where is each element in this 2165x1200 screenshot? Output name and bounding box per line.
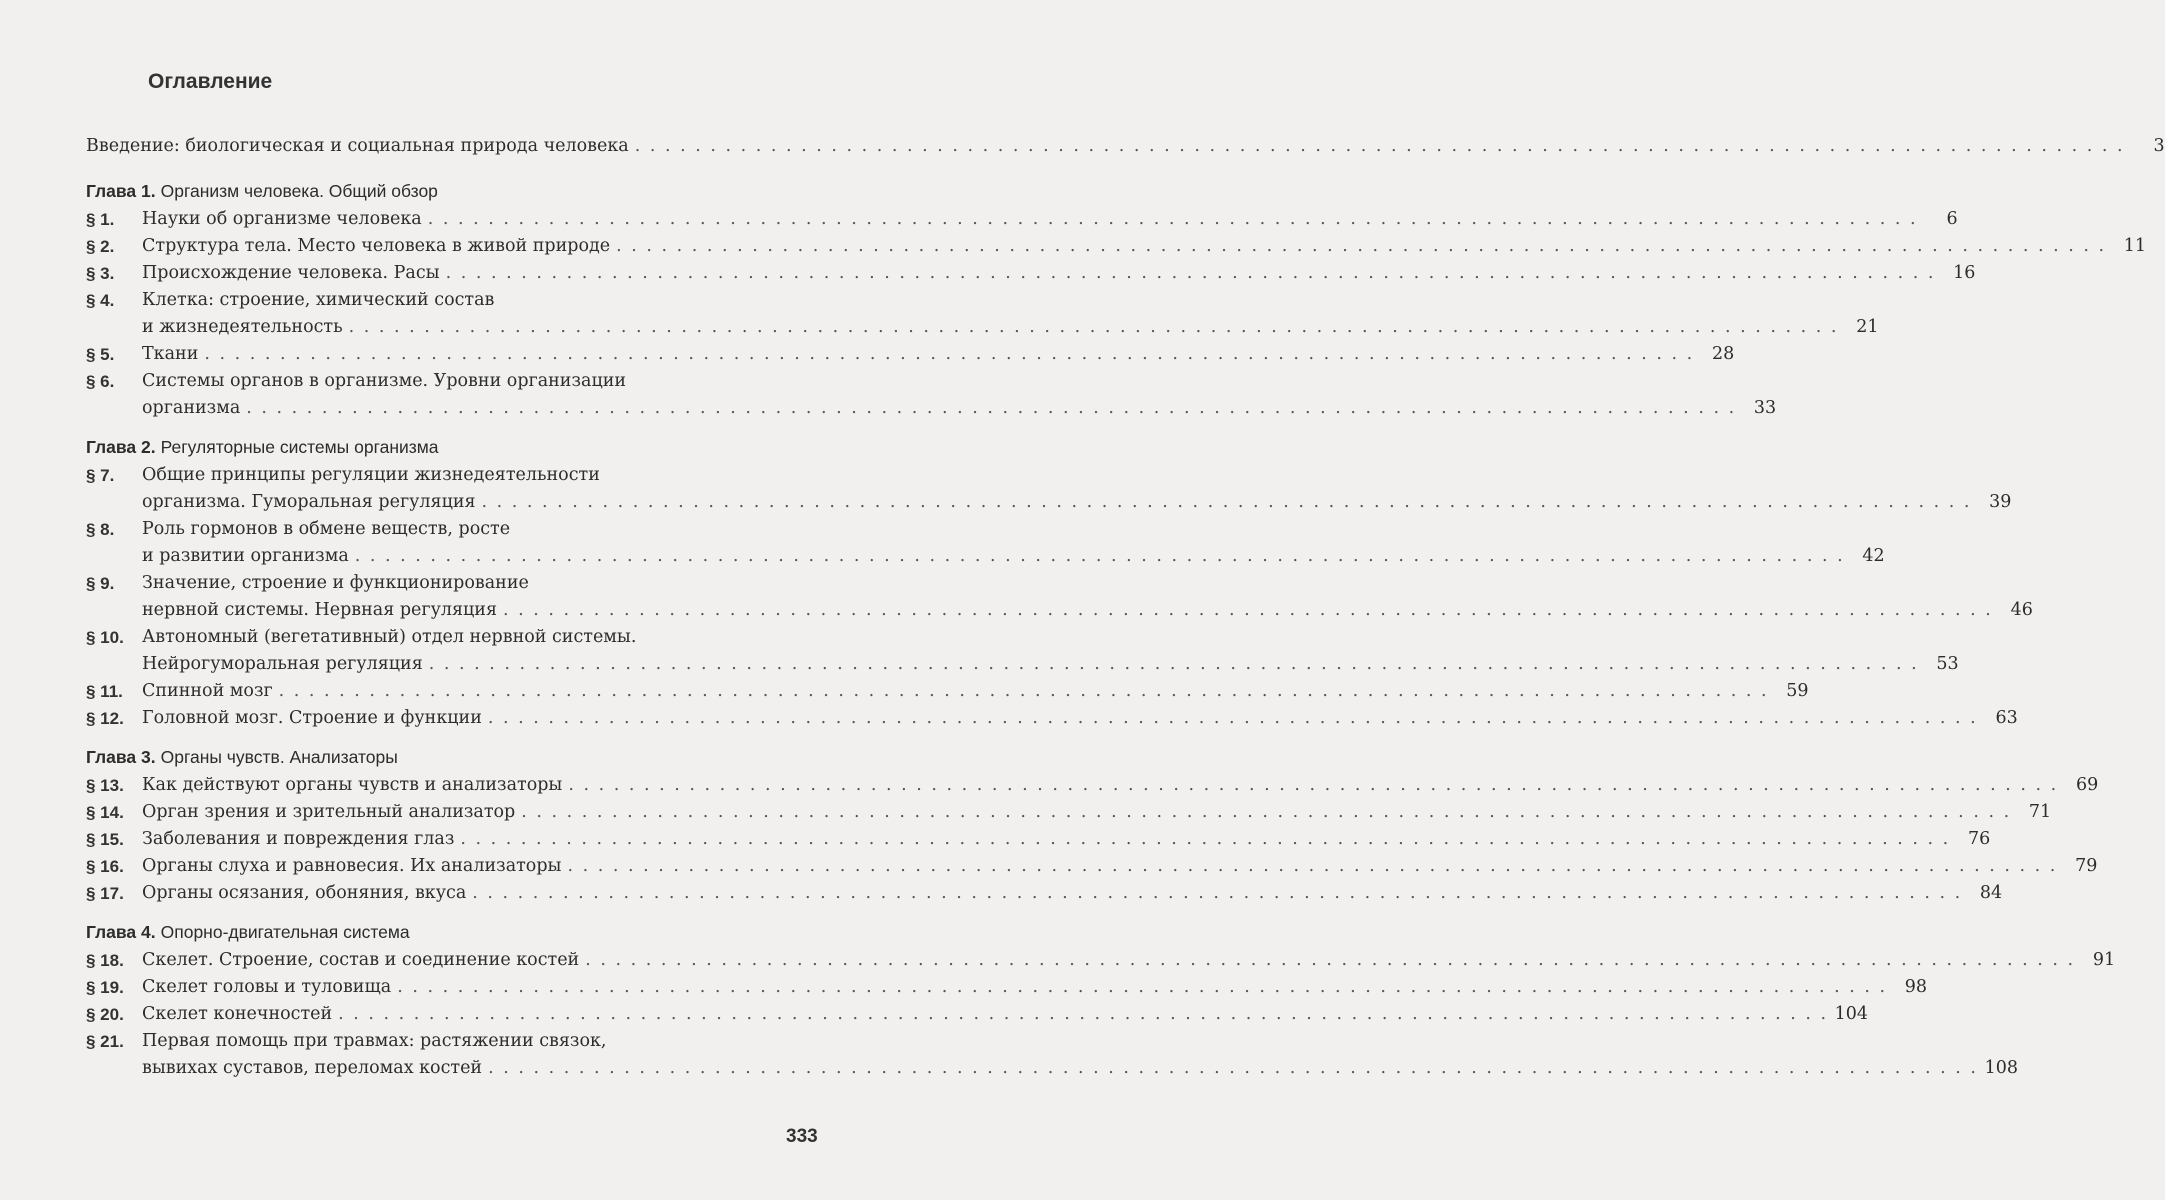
- entry-title: Головной мозг. Строение и функции: [142, 708, 482, 728]
- chapter-title: Организм человека. Общий обзор: [160, 181, 438, 201]
- dot-leader: [428, 206, 1918, 233]
- entry-page: 59: [1786, 681, 1809, 701]
- toc-entry: [86, 233, 2147, 260]
- dot-leader: [446, 260, 1936, 287]
- section-number: § 21.: [86, 1032, 124, 1051]
- entry-body: [142, 1028, 2018, 1082]
- entry-line: [142, 1028, 2018, 1055]
- entry-line: [142, 570, 2033, 597]
- entry-page: 91: [2092, 950, 2116, 970]
- entry-line: [142, 705, 2018, 732]
- toc-entry: [86, 341, 1735, 368]
- toc-entry: [86, 462, 2012, 516]
- dot-leader: [338, 1001, 1828, 1028]
- toc-entry: [86, 772, 2099, 799]
- entry-title: вывихах суставов, переломах костей: [142, 1058, 483, 1078]
- entry-page: 46: [2010, 600, 2033, 620]
- dot-leader: [488, 705, 1978, 732]
- entry-line: [142, 974, 1927, 1001]
- entry-title: и жизнедеятельность: [142, 317, 343, 337]
- entry-body: [142, 678, 1809, 705]
- toc-entry: [86, 947, 2116, 974]
- toc-entry: [86, 799, 2052, 826]
- section-number: § 17.: [86, 884, 124, 903]
- entry-page: 71: [2028, 802, 2052, 822]
- toc-entry: [86, 206, 1958, 233]
- entry-page: 53: [1936, 654, 1959, 674]
- section-number: § 10.: [86, 628, 124, 647]
- dot-leader: [204, 341, 1694, 368]
- toc-entry: [86, 260, 1976, 287]
- intro-page: 3: [2153, 136, 2165, 156]
- entry-title: Клетка: строение, химический состав: [142, 290, 495, 310]
- section-number: § 9.: [86, 574, 115, 593]
- entry-title: Происхождение человека. Расы: [142, 263, 440, 283]
- dot-leader: [397, 974, 1887, 1001]
- entry-title: Роль гормонов в обмене веществ, росте: [142, 519, 511, 539]
- section-number: § 7.: [86, 466, 115, 485]
- page-number: 333: [786, 1126, 818, 1147]
- entry-body: [142, 880, 2002, 907]
- entry-line: [142, 314, 1879, 341]
- entry-line: [142, 678, 1809, 705]
- section-number: § 1.: [86, 210, 115, 229]
- entry-title: Автономный (вегетативный) отдел нервной системы.: [142, 627, 637, 647]
- entry-line: [142, 462, 2011, 489]
- entry-page: 79: [2075, 856, 2098, 876]
- entry-line: [142, 772, 2098, 799]
- entry-line: [142, 880, 2002, 907]
- toc-entry: [86, 624, 1959, 678]
- entry-page: 98: [1904, 977, 1928, 997]
- chapter-title: Опорно-двигательная система: [160, 922, 410, 942]
- entry-line: [142, 395, 1776, 422]
- entry-line: [142, 826, 1990, 853]
- entry-body: [142, 462, 2011, 516]
- entry-body: [142, 233, 2146, 260]
- entry-body: [142, 705, 2018, 732]
- dot-leader: [429, 651, 1919, 678]
- section-number: § 3.: [86, 264, 115, 283]
- entry-body: [142, 1001, 1868, 1028]
- entry-title: Скелет. Строение, состав и соединение костей: [142, 950, 580, 970]
- entry-body: [142, 799, 2051, 826]
- entry-title: Органы слуха и равновесия. Их анализаторы: [142, 856, 562, 876]
- entry-page: 63: [1995, 708, 2018, 728]
- dot-leader: [635, 136, 2125, 156]
- toc-entry: [86, 287, 1879, 341]
- entry-title: организма: [142, 398, 241, 418]
- entry-body: [142, 826, 1990, 853]
- section-number: § 16.: [86, 857, 124, 876]
- chapter-label: Глава 1.: [86, 181, 156, 201]
- entry-body: [142, 516, 1885, 570]
- entry-title: Значение, строение и функционирование: [142, 573, 529, 593]
- entry-body: [142, 570, 2033, 624]
- dot-leader: [279, 678, 1769, 705]
- entry-page: 76: [1967, 829, 1991, 849]
- toc-entry: [86, 1001, 1869, 1028]
- toc-entry: [86, 368, 1777, 422]
- entry-body: [142, 260, 1975, 287]
- dot-leader: [246, 395, 1736, 422]
- entry-title: и развитии организма: [142, 546, 349, 566]
- section-number: § 5.: [86, 345, 115, 364]
- entry-title: Скелет конечностей: [142, 1004, 333, 1024]
- chapter-label: Глава 3.: [86, 747, 156, 767]
- toc-entry: [86, 516, 1885, 570]
- entry-page: 33: [1753, 398, 1777, 418]
- dot-leader: [460, 826, 1950, 853]
- entry-line: [142, 597, 2033, 624]
- entry-line: [142, 206, 1958, 233]
- entry-line: [142, 368, 1776, 395]
- dot-leader: [567, 853, 2057, 880]
- entry-page: 11: [2123, 236, 2147, 256]
- entry-line: [142, 624, 1959, 651]
- entry-page: 69: [2075, 775, 2099, 795]
- entry-body: [142, 287, 1879, 341]
- section-number: § 13.: [86, 776, 124, 795]
- entry-line: [142, 516, 1885, 543]
- table-of-contents: [86, 136, 2165, 1082]
- entry-line: [142, 233, 2146, 260]
- toc-entry: [86, 1028, 2018, 1082]
- entry-body: [142, 853, 2097, 880]
- entry-line: [142, 489, 2011, 516]
- entry-title: Как действуют органы чувств и анализаторы: [142, 775, 563, 795]
- entry-line: [142, 260, 1975, 287]
- entry-body: [142, 341, 1734, 368]
- entry-body: [142, 624, 1959, 678]
- entry-title: Системы органов в организме. Уровни организации: [142, 371, 627, 391]
- entry-page: 84: [1979, 883, 2003, 903]
- dot-leader: [521, 799, 2011, 826]
- dot-leader: [503, 597, 1993, 624]
- entry-page: 108: [1984, 1058, 2018, 1078]
- entry-title: Ткани: [142, 344, 199, 364]
- section-number: § 8.: [86, 520, 115, 539]
- entry-page: 39: [1989, 492, 2012, 512]
- dot-leader: [349, 314, 1839, 341]
- entry-line: [142, 1055, 2018, 1082]
- entry-line: [142, 543, 1885, 570]
- entry-title: Спинной мозг: [142, 681, 273, 701]
- entry-title: организма. Гуморальная регуляция: [142, 492, 476, 512]
- dot-leader: [585, 947, 2075, 974]
- toc-entry: [86, 570, 2033, 624]
- chapter-label: Глава 2.: [86, 437, 156, 457]
- entry-title: Заболевания и повреждения глаз: [142, 829, 455, 849]
- chapter-heading: [86, 176, 808, 206]
- intro-text: Введение: биологическая и социальная природа человека: [86, 136, 629, 156]
- section-number: § 12.: [86, 709, 124, 728]
- entry-page: 28: [1711, 344, 1735, 364]
- toc-entry: [86, 853, 2098, 880]
- chapter-heading: [86, 917, 808, 947]
- toc-intro-entry: [86, 136, 2165, 166]
- section-number: § 19.: [86, 978, 124, 997]
- entry-title: Структура тела. Место человека в живой природе: [142, 236, 611, 256]
- section-number: § 18.: [86, 951, 124, 970]
- entry-line: [142, 287, 1879, 314]
- section-number: § 15.: [86, 830, 124, 849]
- entry-line: [142, 947, 2115, 974]
- chapter-heading: [86, 742, 808, 772]
- entry-page: 6: [1946, 209, 1958, 229]
- entry-line: [142, 651, 1959, 678]
- chapter-label: Глава 4.: [86, 922, 156, 942]
- toc-entry: [86, 705, 2018, 732]
- entry-line: [142, 341, 1734, 368]
- toc-entry: [86, 678, 1809, 705]
- entry-title: Орган зрения и зрительный анализатор: [142, 802, 516, 822]
- entry-title: Общие принципы регуляции жизнедеятельности: [142, 465, 600, 485]
- section-number: § 14.: [86, 803, 124, 822]
- entry-title: Органы осязания, обоняния, вкуса: [142, 883, 467, 903]
- section-number: § 6.: [86, 372, 115, 391]
- chapter-title: Регуляторные системы организма: [160, 437, 439, 457]
- entry-title: Нейрогуморальная регуляция: [142, 654, 423, 674]
- chapter-title: Органы чувств. Анализаторы: [160, 747, 398, 767]
- dot-leader: [355, 543, 1845, 570]
- entry-title: Науки об организме человека: [142, 209, 422, 229]
- toc-entry: [86, 826, 1991, 853]
- entry-body: [142, 206, 1958, 233]
- entry-title: нервной системы. Нервная регуляция: [142, 600, 497, 620]
- entry-page: 16: [1953, 263, 1976, 283]
- dot-leader: [568, 772, 2058, 799]
- entry-page: 104: [1834, 1004, 1869, 1024]
- entry-line: [142, 799, 2051, 826]
- dot-leader: [488, 1055, 1978, 1082]
- section-number: § 4.: [86, 291, 115, 310]
- section-number: § 20.: [86, 1005, 124, 1024]
- entry-body: [142, 368, 1776, 422]
- dot-leader: [472, 880, 1962, 907]
- entry-body: [142, 772, 2098, 799]
- entry-body: [142, 947, 2115, 974]
- chapter-heading: [86, 432, 808, 462]
- chapters-list: [86, 176, 2147, 1082]
- toc-title: Оглавление: [148, 70, 273, 93]
- entry-page: 21: [1856, 317, 1879, 337]
- entry-line: [142, 853, 2097, 880]
- dot-leader: [482, 489, 1972, 516]
- toc-entry: [86, 974, 1928, 1001]
- section-number: § 2.: [86, 237, 115, 256]
- entry-title: Скелет головы и туловища: [142, 977, 392, 997]
- entry-title: Первая помощь при травмах: растяжении связок,: [142, 1031, 607, 1051]
- entry-page: 42: [1862, 546, 1885, 566]
- dot-leader: [616, 233, 2106, 260]
- toc-entry: [86, 880, 2003, 907]
- entry-body: [142, 974, 1927, 1001]
- section-number: § 11.: [86, 682, 123, 701]
- entry-line: [142, 1001, 1868, 1028]
